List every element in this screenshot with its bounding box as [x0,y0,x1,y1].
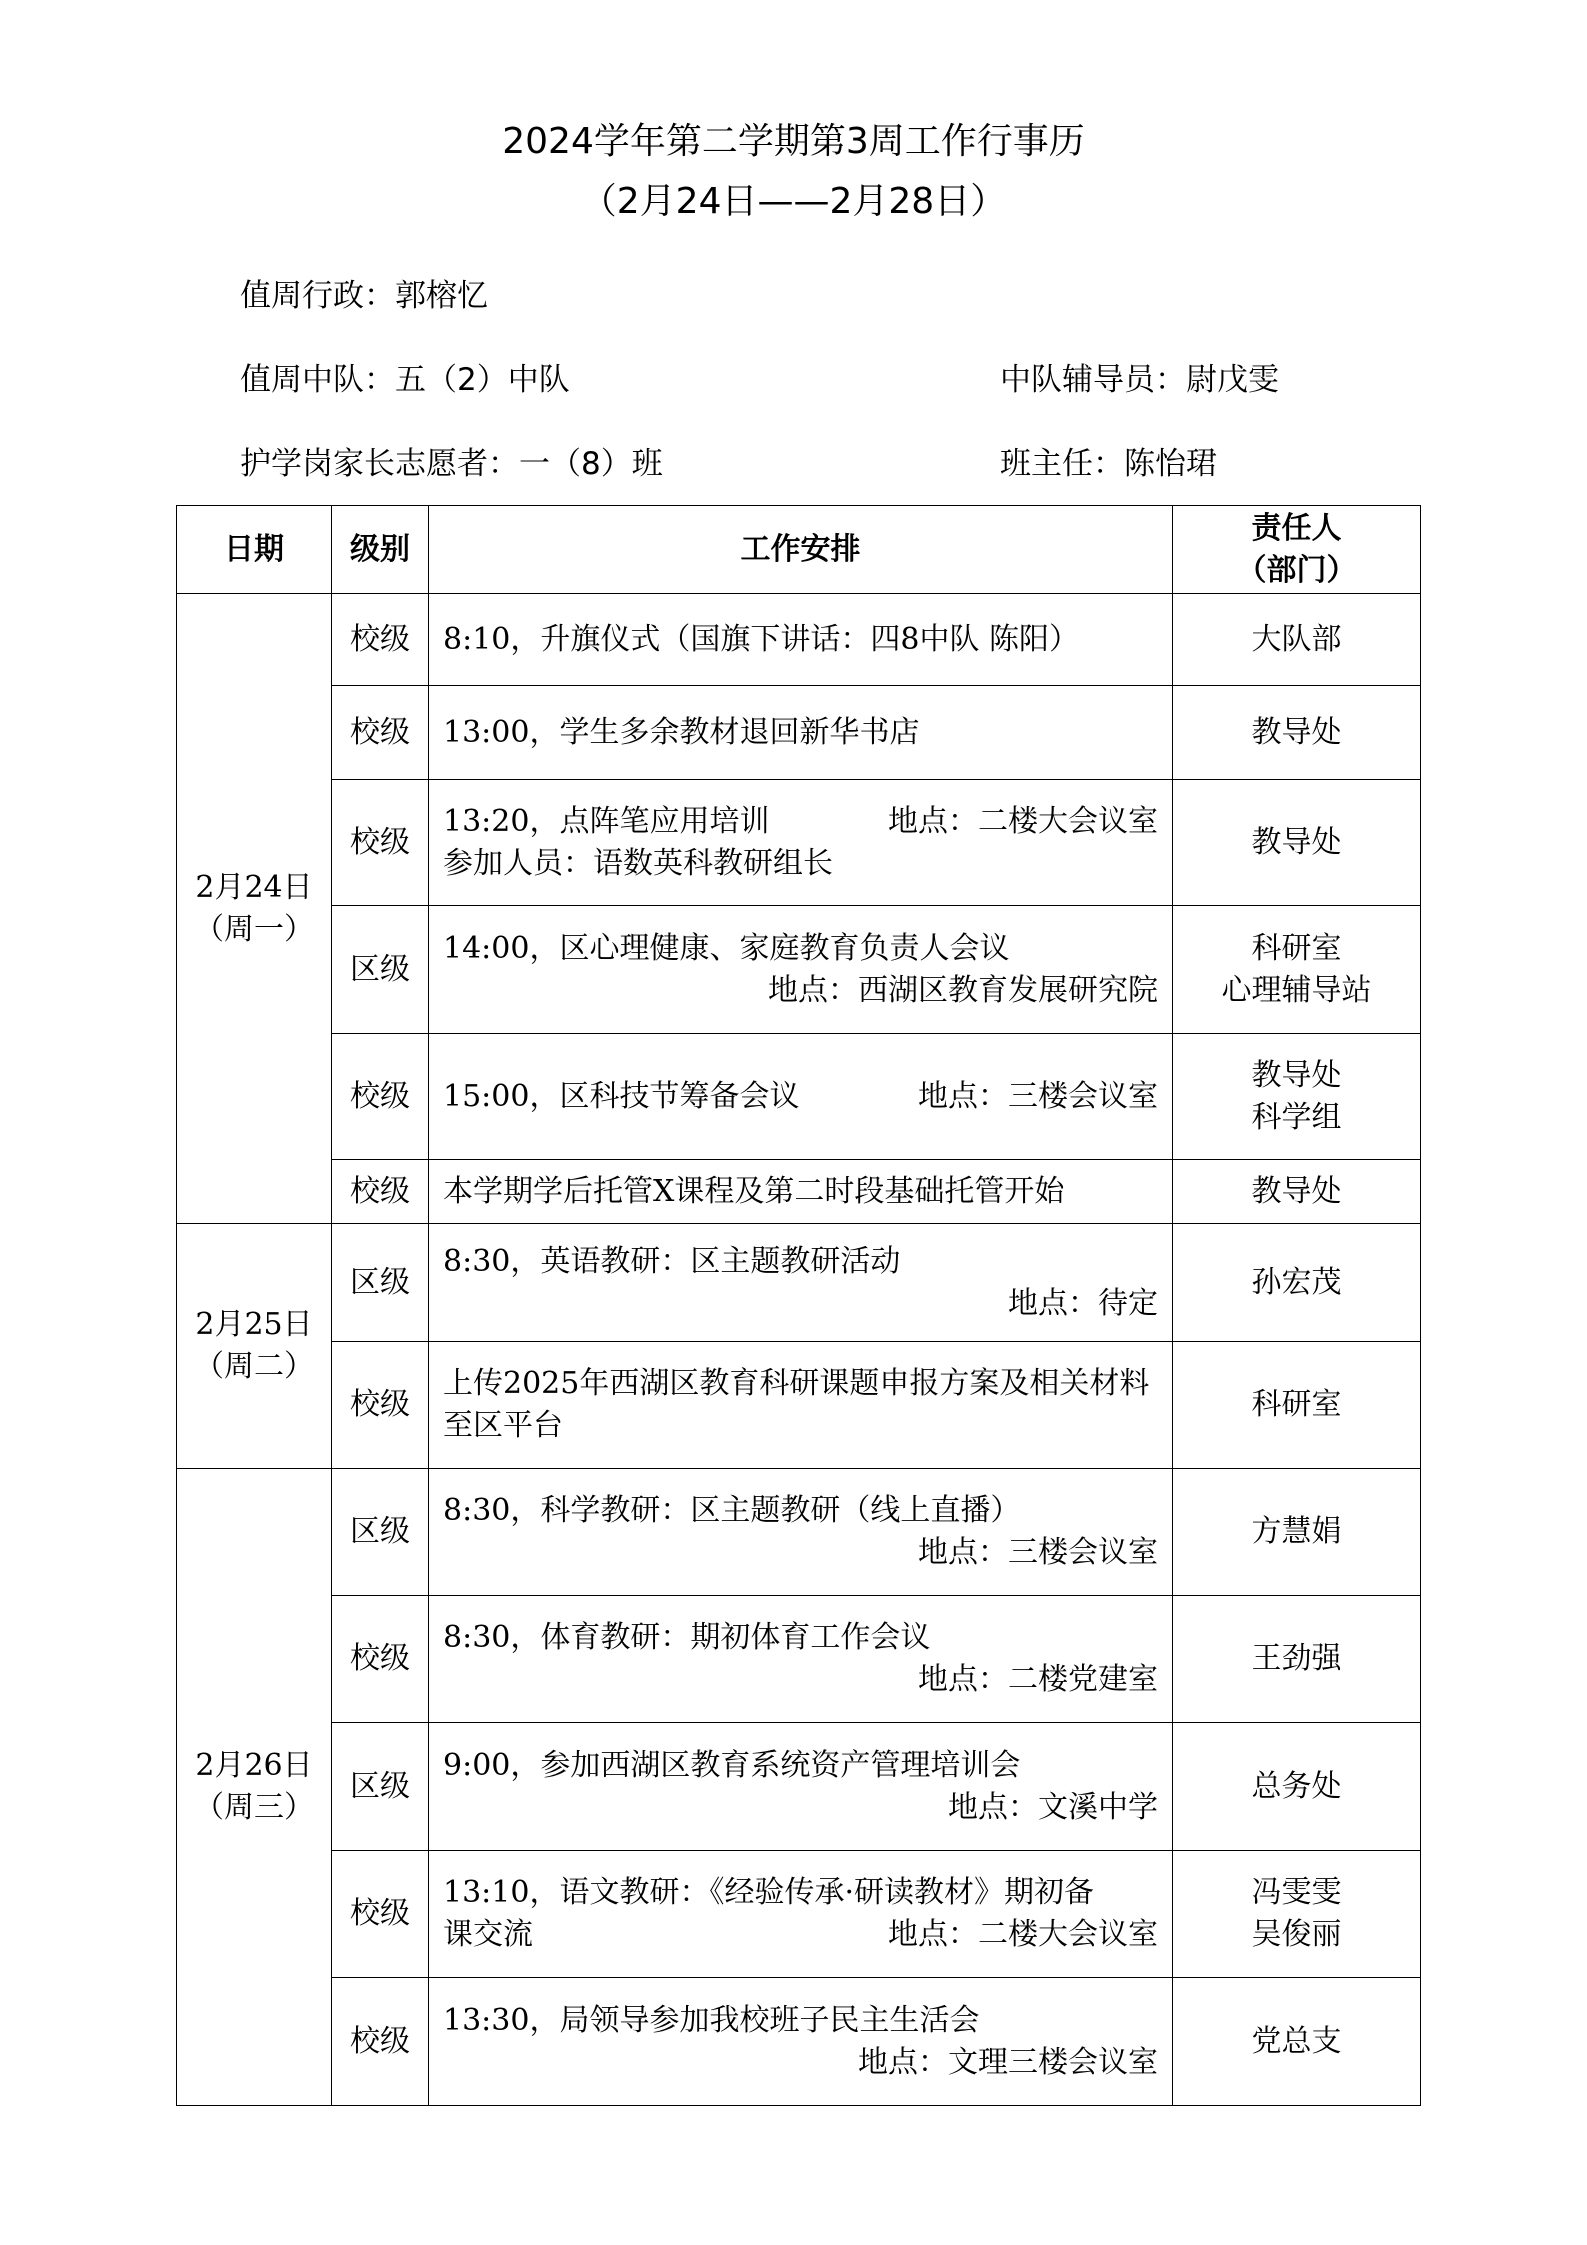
schedule-table [176,505,1421,2106]
owner-name: 心理辅导站 [1221,972,1372,1008]
date-label: 2月26日 [195,1748,313,1783]
task-cell [429,906,1173,1034]
task-cell [429,594,1173,686]
owner-name: 吴俊丽 [1251,1917,1342,1952]
page-subtitle: （2月24日——2月28日） [580,181,1007,222]
owner-cell [1173,906,1421,1034]
header-date: 日期 [177,506,332,594]
task-cell [429,686,1173,780]
level-cell: 校级 [332,1160,429,1224]
owner-cell [1173,780,1421,906]
date-cell [177,1224,332,1469]
task-place: 地点：待定 [1008,1285,1158,1321]
squad-counselor: 中队辅导员：尉戊雯 [1000,362,1279,398]
level-cell: 区级 [332,1723,429,1851]
owner-cell [1173,1851,1421,1978]
owner-name: 孙宏茂 [1251,1264,1342,1300]
table-row [177,906,1421,1034]
level-cell: 校级 [332,1851,429,1978]
level-cell: 校级 [332,686,429,780]
owner-name: 方慧娟 [1251,1514,1342,1549]
task-text: 13:10，语文教研：《经验传承·研读教材》期初备 [443,1875,1094,1910]
table-row [177,1160,1421,1224]
task-place: 地点：三楼会议室 [918,1535,1158,1570]
task-place: 地点：二楼党建室 [918,1662,1158,1697]
owner-name: 党总支 [1251,2023,1342,2059]
task-place: 地点：三楼会议室 [918,1078,1158,1114]
task-text: 9:00，参加西湖区教育系统资产管理培训会 [443,1747,1021,1783]
date-cell [177,594,332,1224]
header-owner-line2: （部门） [1236,552,1357,588]
owner-cell [1173,1978,1421,2106]
owner-name: 教导处 [1251,1173,1342,1209]
table-row [177,1596,1421,1723]
level-cell: 校级 [332,1034,429,1160]
task-cell [429,780,1173,906]
table-row [177,1469,1421,1596]
level-cell: 校级 [332,1342,429,1469]
level-cell: 校级 [332,1978,429,2106]
task-text: 本学期学后托管X课程及第二时段基础托管开始 [443,1173,1065,1209]
task-cell [429,1978,1173,2106]
table-row [177,1851,1421,1978]
owner-cell [1173,1723,1421,1851]
owner-cell [1173,1596,1421,1723]
table-row [177,1224,1421,1342]
task-cell [429,1224,1173,1342]
task-text: 8:30，科学教研：区主题教研（线上直播） [443,1493,1021,1528]
table-row [177,594,1421,686]
duty-squad: 值周中队：五（2）中队 [240,362,570,398]
task-cell [429,1596,1173,1723]
date-label: 2月25日 [195,1307,313,1342]
task-cell [429,1469,1173,1596]
header-task: 工作安排 [429,506,1173,594]
task-cell [429,1034,1173,1160]
weekday-label: （周二） [194,1349,314,1384]
level-cell: 校级 [332,780,429,906]
task-place: 地点：二楼大会议室 [888,1917,1158,1952]
date-cell [177,1469,332,2106]
owner-name: 科学组 [1251,1099,1342,1135]
page-title: 2024学年第二学期第3周工作行事历 [502,121,1085,162]
owner-name: 科研室 [1251,930,1342,966]
task-cell [429,1851,1173,1978]
task-participants: 参加人员：语数英科教研组长 [443,845,833,881]
owner-name: 教导处 [1251,714,1342,750]
task-text: 8:30，英语教研：区主题教研活动 [443,1243,901,1279]
head-teacher: 班主任：陈怡珺 [1000,446,1217,482]
owner-name: 王劲强 [1251,1641,1342,1676]
weekday-label: （周一） [194,911,314,947]
level-cell: 区级 [332,906,429,1034]
duty-admin: 值周行政：郭榕忆 [240,278,488,314]
owner-name: 教导处 [1251,1057,1342,1093]
owner-name: 科研室 [1251,1387,1342,1422]
task-place: 地点：文溪中学 [948,1789,1158,1825]
task-text: 8:30，体育教研：期初体育工作会议 [443,1620,931,1655]
table-row [177,1342,1421,1469]
weekday-label: （周三） [194,1790,314,1825]
table-row [177,780,1421,906]
header-level: 级别 [332,506,429,594]
owner-cell [1173,1034,1421,1160]
table-row [177,1723,1421,1851]
parent-volunteers: 护学岗家长志愿者：一（8）班 [240,446,663,482]
owner-cell [1173,1469,1421,1596]
task-text: 上传2025年西湖区教育科研课题申报方案及相关材料至区平台 [443,1366,1150,1443]
table-row [177,686,1421,780]
table-row [177,1978,1421,2106]
task-text: 13:30，局领导参加我校班子民主生活会 [443,2002,980,2038]
owner-name: 教导处 [1251,824,1342,860]
owner-name: 冯雯雯 [1251,1875,1342,1910]
owner-cell [1173,1342,1421,1469]
task-cell [429,1723,1173,1851]
level-cell: 校级 [332,594,429,686]
level-cell: 区级 [332,1224,429,1342]
task-cell [429,1342,1173,1469]
level-cell: 校级 [332,1596,429,1723]
task-text-continued: 课交流 [443,1917,533,1952]
task-place: 地点：文理三楼会议室 [858,2044,1158,2080]
header-row [177,506,1421,594]
date-label: 2月24日 [195,869,313,905]
owner-name: 大队部 [1251,621,1342,657]
header-owner [1173,506,1421,594]
task-cell [429,1160,1173,1224]
table-row [177,1034,1421,1160]
level-cell: 区级 [332,1469,429,1596]
task-text: 13:20，点阵笔应用培训 [443,803,770,839]
task-text: 14:00，区心理健康、家庭教育负责人会议 [443,930,1010,966]
task-place: 地点：二楼大会议室 [888,803,1158,839]
owner-cell [1173,686,1421,780]
task-text: 15:00，区科技节筹备会议 [443,1078,800,1114]
task-text: 13:00，学生多余教材退回新华书店 [443,714,920,750]
owner-cell [1173,1224,1421,1342]
owner-name: 总务处 [1251,1768,1342,1804]
owner-cell [1173,1160,1421,1224]
owner-cell [1173,594,1421,686]
task-place: 地点：西湖区教育发展研究院 [768,972,1158,1008]
header-owner-line1: 责任人 [1251,510,1342,546]
task-text: 8:10，升旗仪式（国旗下讲话：四8中队 陈阳） [443,621,1079,657]
